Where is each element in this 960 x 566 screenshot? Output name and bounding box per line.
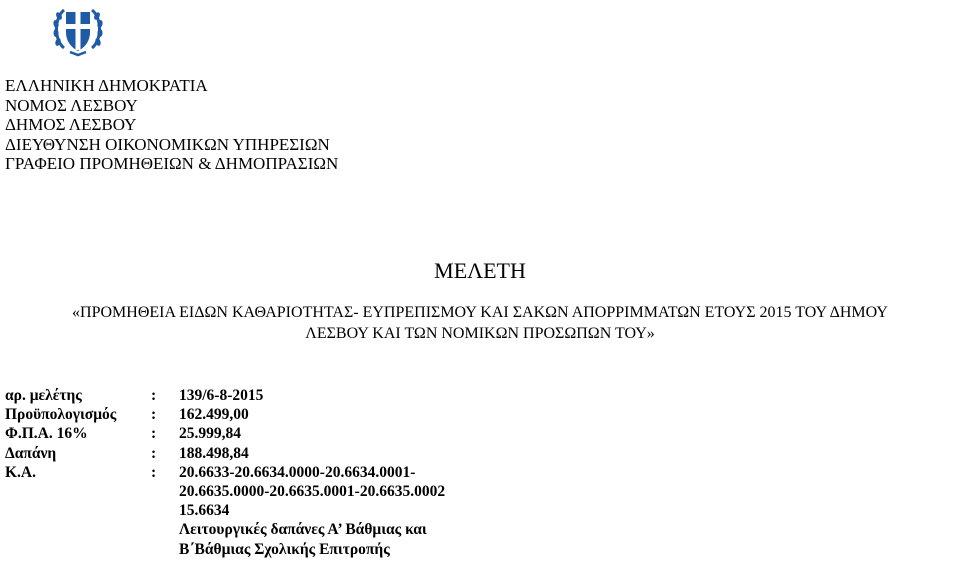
budget-codes-continuation: 20.6635.0000-20.6635.0001-20.6635.0002 [179, 483, 446, 501]
issuer-header [5, 76, 338, 174]
detail-value: 20.6633-20.6634.0000-20.6634.0001- [179, 463, 416, 481]
expense-description-line-1: Λειτουργικές δαπάνες Α’ Βάθμιας και [179, 521, 427, 539]
header-line-republic: ΕΛΛΗΝΙΚΗ ΔΗΜΟΚΡΑΤΙΑ [5, 76, 208, 95]
header-line-municipality: ΔΗΜΟΣ ΛΕΣΒΟΥ [5, 115, 137, 135]
detail-value: 25.999,84 [179, 425, 241, 443]
expense-description-line-2: Β΄Βάθμιας Σχολικής Επιτροπής [179, 540, 390, 558]
budget-code-extra: 15.6634 [179, 502, 230, 520]
detail-row-study-number [5, 386, 445, 405]
detail-label: Προϋπολογισμός [5, 406, 117, 424]
detail-separator: : [151, 463, 157, 481]
detail-separator: : [151, 425, 157, 443]
header-line-prefecture: ΝΟΜΟΣ ΛΕΣΒΟΥ [5, 95, 138, 115]
detail-row-budget [5, 405, 445, 424]
detail-label: Φ.Π.Α. 16% [5, 425, 88, 443]
detail-label: Δαπάνη [5, 444, 57, 462]
detail-row-budget-codes [5, 463, 445, 482]
header-line-office: ΓΡΑΦΕΙΟ ΠΡΟΜΗΘΕΙΩΝ & ΔΗΜΟΠΡΑΣΙΩΝ [5, 154, 339, 174]
greek-coat-of-arms-icon [50, 2, 106, 58]
detail-label: Κ.Α. [5, 463, 36, 481]
detail-separator: : [151, 444, 157, 462]
subject-line-1: «ΠΡΟΜΗΘΕΙΑ ΕΙΔΩΝ ΚΑΘΑΡΙΟΤΗΤΑΣ- ΕΥΠΡΕΠΙΣΜΟΥ ΚΑΙ ΣΑΚΩΝ ΑΠΟΡΡΙΜΜΑΤΩΝ ΕΤΟΥΣ 2015 ΤΟΥ ΔΗΜΟΥ [72, 304, 888, 321]
header-line-directorate: ΔΙΕΥΘΥΝΣΗ ΟΙΚΟΝΟΜΙΚΩΝ ΥΠΗΡΕΣΙΩΝ [5, 134, 330, 154]
study-details [5, 386, 445, 559]
detail-value: 188.498,84 [179, 444, 249, 462]
detail-label: αρ. μελέτης [5, 387, 82, 404]
detail-row-expense [5, 444, 445, 463]
detail-row-vat [5, 424, 445, 443]
document-subject [0, 302, 960, 344]
detail-separator: : [151, 387, 157, 404]
subject-line-2: ΛΕΣΒΟΥ ΚΑΙ ΤΩΝ ΝΟΜΙΚΩΝ ΠΡΟΣΩΠΩΝ ΤΟΥ» [305, 325, 655, 342]
document-title: ΜΕΛΕΤΗ [434, 258, 526, 283]
detail-value: 162.499,00 [179, 406, 249, 424]
detail-value: 139/6-8-2015 [179, 387, 264, 404]
detail-separator: : [151, 406, 157, 424]
